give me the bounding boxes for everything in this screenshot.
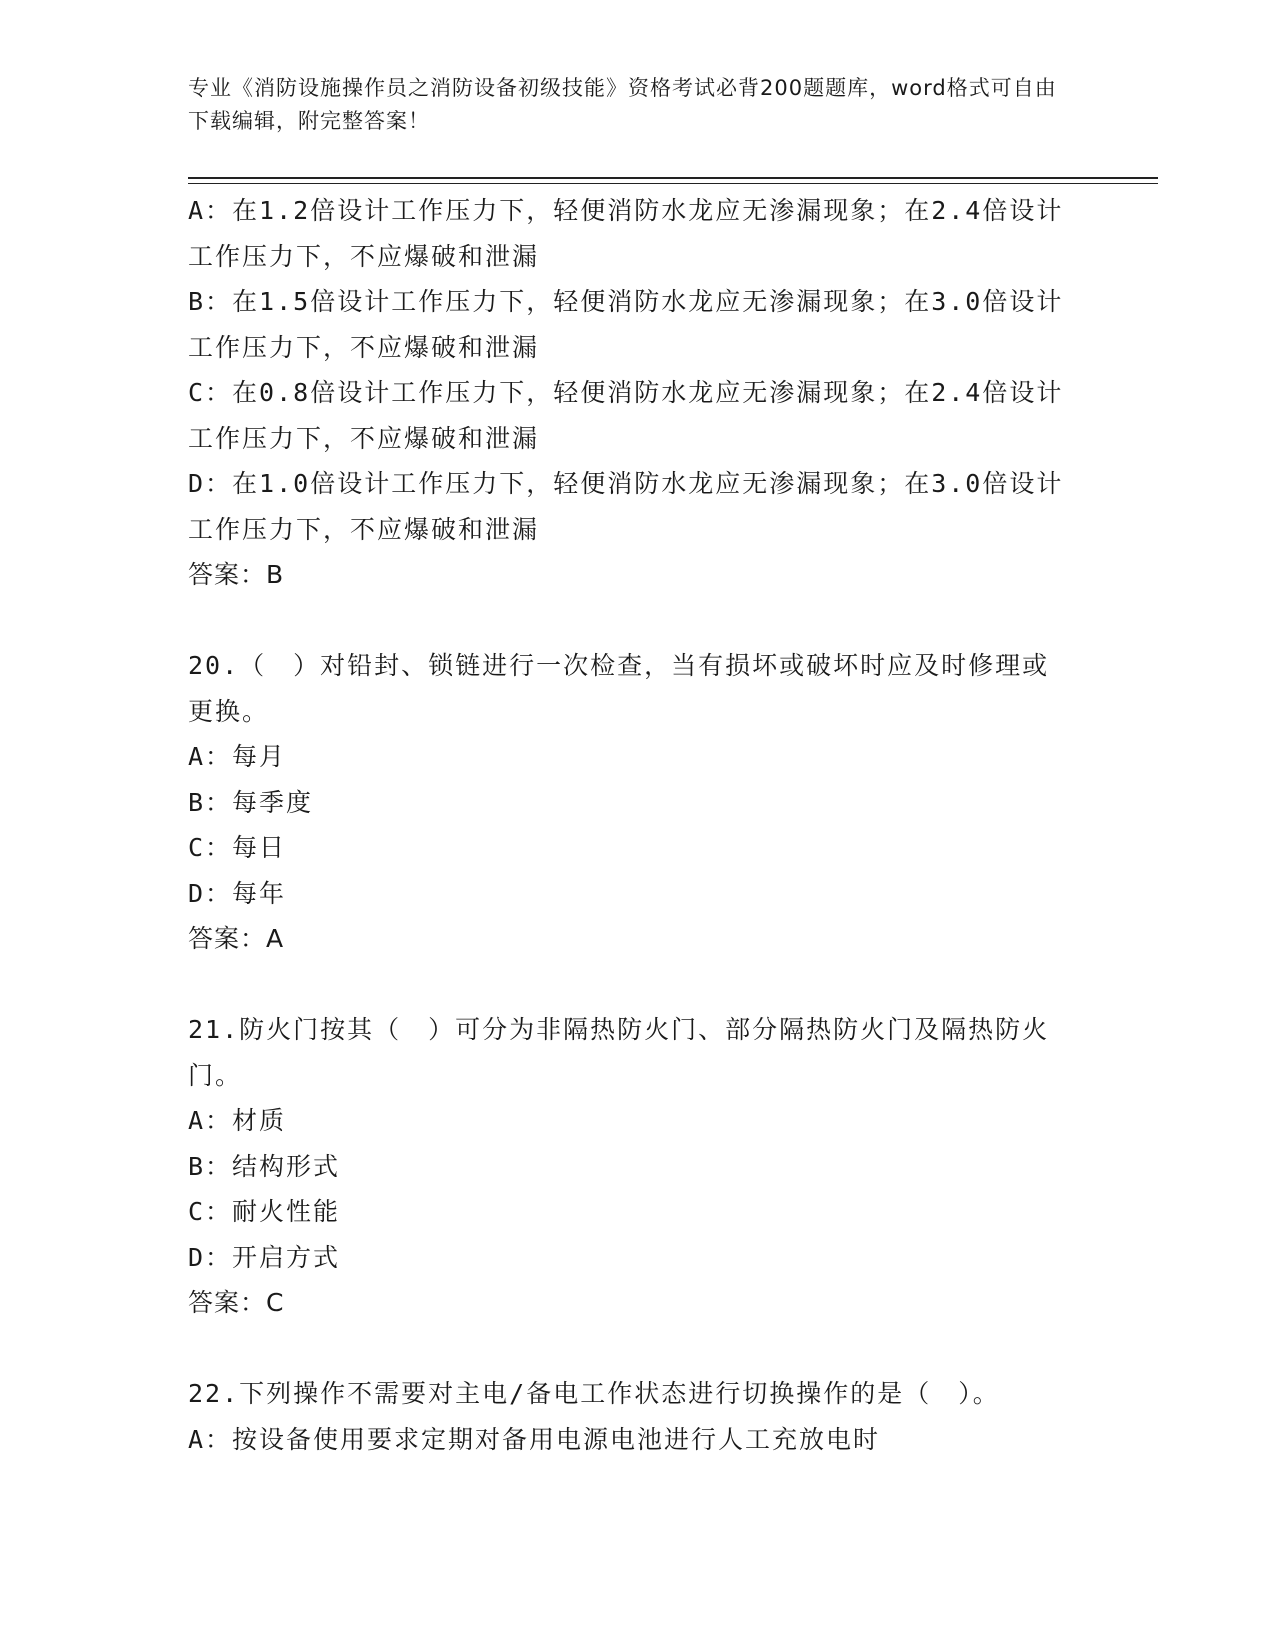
option-b: B：结构形式 (188, 1151, 341, 1181)
document-header (188, 72, 1068, 138)
option-d: D：开启方式 (188, 1242, 341, 1272)
spacer (188, 962, 1068, 1008)
answer: 答案：B (188, 560, 285, 589)
question-list (188, 188, 1068, 1462)
option-a: A：材质 (188, 1106, 287, 1135)
header-divider (188, 177, 1158, 184)
option-b: B：每季度 (188, 787, 314, 817)
question-stem: 20.（ ）对铅封、锁链进行一次检查，当有损坏或破坏时应及时修理或更换。 (188, 651, 1050, 726)
spacer (188, 1326, 1068, 1372)
option-d: D：在1.0倍设计工作压力下，轻便消防水龙应无渗漏现象；在3.0倍设计工作压力下，不应爆破和泄漏 (188, 469, 1064, 544)
option-c: C：耐火性能 (188, 1197, 341, 1226)
question-19-continued (188, 188, 1068, 598)
question-stem: 21.防火门按其（ ）可分为非隔热防火门、部分隔热防火门及隔热防火门。 (188, 1015, 1050, 1090)
option-a: A：在1.2倍设计工作压力下，轻便消防水龙应无渗漏现象；在2.4倍设计工作压力下，不应爆破和泄漏 (188, 196, 1064, 271)
option-a: A：每月 (188, 742, 287, 771)
option-c: C：在0.8倍设计工作压力下，轻便消防水龙应无渗漏现象；在2.4倍设计工作压力下，不应爆破和泄漏 (188, 378, 1064, 453)
option-b: B：在1.5倍设计工作压力下，轻便消防水龙应无渗漏现象；在3.0倍设计工作压力下，不应爆破和泄漏 (188, 287, 1064, 362)
document-title: 专业《消防设施操作员之消防设备初级技能》资格考试必背200题题库，word格式可自由下载编辑，附完整答案！ (188, 76, 1057, 133)
answer: 答案：A (188, 924, 285, 953)
question-20 (188, 643, 1068, 962)
question-22 (188, 1371, 1068, 1462)
option-c: C：每日 (188, 833, 287, 862)
option-d: D：每年 (188, 878, 287, 908)
answer: 答案：C (188, 1288, 285, 1317)
spacer (188, 598, 1068, 644)
question-21 (188, 1007, 1068, 1326)
option-a: A：按设备使用要求定期对备用电源电池进行人工充放电时 (188, 1424, 881, 1454)
question-stem: 22.下列操作不需要对主电/备电工作状态进行切换操作的是（ ）。 (188, 1379, 1000, 1408)
